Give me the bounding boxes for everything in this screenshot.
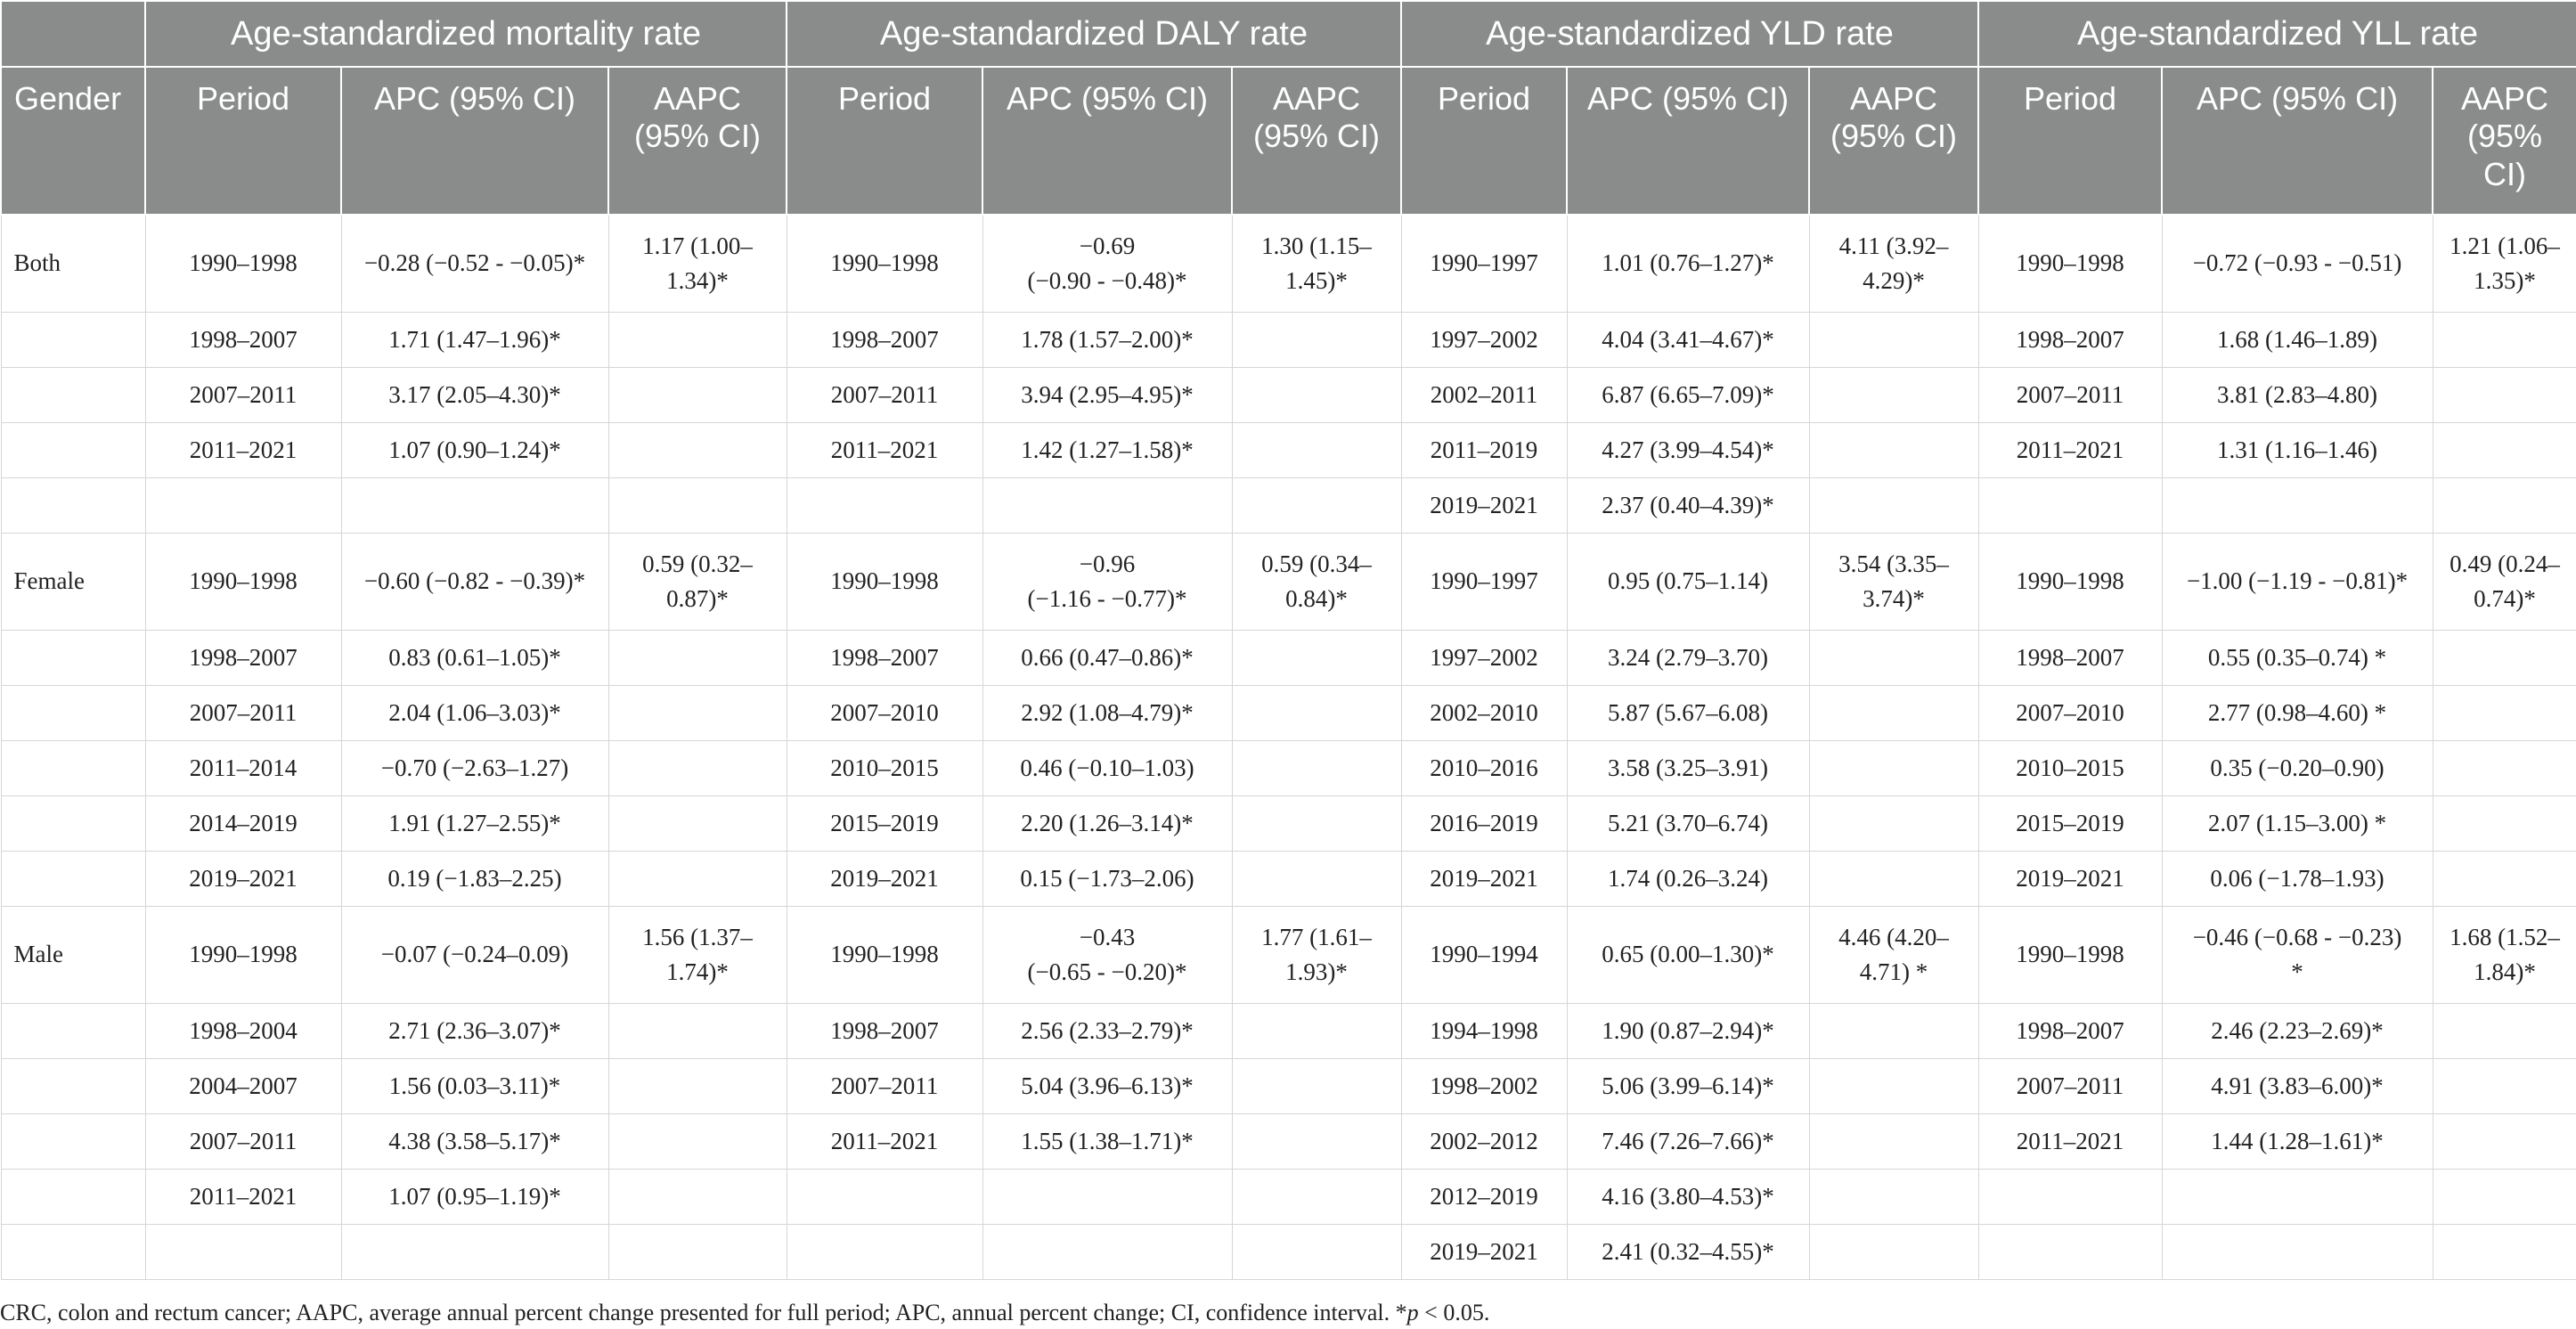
period-cell — [1978, 478, 2162, 534]
apc-cell: 2.77 (0.98–4.60) * — [2162, 686, 2433, 741]
apc-cell: 1.01 (0.76–1.27)* — [1567, 215, 1809, 313]
period-cell: 2011–2021 — [1978, 1114, 2162, 1170]
aapc-cell — [608, 741, 787, 796]
gender-cell — [1, 368, 145, 423]
period-cell: 2010–2015 — [787, 741, 982, 796]
period-cell: 2019–2021 — [1401, 852, 1567, 907]
aapc-cell — [1232, 686, 1401, 741]
apc-cell — [2162, 478, 2433, 534]
period-cell: 1990–1998 — [145, 215, 341, 313]
table-row — [1, 215, 2576, 313]
table-row — [1, 1114, 2576, 1170]
aapc-cell — [1809, 368, 1978, 423]
apc-cell: −0.72 (−0.93 - −0.51) — [2162, 215, 2433, 313]
period-cell: 2019–2021 — [1978, 852, 2162, 907]
aapc-cell: 0.59 (0.34– 0.84)* — [1232, 534, 1401, 631]
apc-cell: 4.27 (3.99–4.54)* — [1567, 423, 1809, 478]
apc-cell: 1.71 (1.47–1.96)* — [341, 313, 608, 368]
aapc-cell — [608, 313, 787, 368]
apc-cell: 2.37 (0.40–4.39)* — [1567, 478, 1809, 534]
aapc-cell — [1232, 313, 1401, 368]
period-cell: 2011–2021 — [145, 423, 341, 478]
aapc-cell: 1.17 (1.00– 1.34)* — [608, 215, 787, 313]
apc-cell: −0.07 (−0.24–0.09) — [341, 907, 608, 1004]
aapc-cell — [608, 1170, 787, 1225]
aapc-cell — [1809, 741, 1978, 796]
aapc-cell — [2433, 423, 2576, 478]
column-header-aapc — [1809, 67, 1978, 215]
aapc-cell — [608, 368, 787, 423]
aapc-cell — [1232, 423, 1401, 478]
gender-cell — [1, 1114, 145, 1170]
aapc-cell — [1809, 1225, 1978, 1280]
column-header-period: Period — [1978, 67, 2162, 215]
apc-cell: 3.81 (2.83–4.80) — [2162, 368, 2433, 423]
aapc-cell — [608, 686, 787, 741]
period-cell: 1998–2007 — [787, 313, 982, 368]
column-header-apc: APC (95% CI) — [341, 67, 608, 215]
aapc-ci-label: (95% CI) — [1253, 118, 1381, 155]
table-row — [1, 534, 2576, 631]
period-cell: 1990–1997 — [1401, 215, 1567, 313]
aapc-cell — [608, 796, 787, 852]
apc-cell — [982, 1225, 1232, 1280]
apc-cell: −1.00 (−1.19 - −0.81)* — [2162, 534, 2433, 631]
apc-cell: 1.90 (0.87–2.94)* — [1567, 1004, 1809, 1059]
period-cell: 1998–2007 — [1978, 631, 2162, 686]
aapc-cell — [2433, 1004, 2576, 1059]
aapc-cell: 0.59 (0.32– 0.87)* — [608, 534, 787, 631]
apc-cell — [341, 1225, 608, 1280]
aapc-cell — [1232, 631, 1401, 686]
period-cell: 1998–2007 — [1978, 1004, 2162, 1059]
aapc-cell: 1.30 (1.15– 1.45)* — [1232, 215, 1401, 313]
aapc-cell — [2433, 1225, 2576, 1280]
aapc-cell — [2433, 478, 2576, 534]
period-cell: 2015–2019 — [1978, 796, 2162, 852]
aapc-cell: 0.49 (0.24– 0.74)* — [2433, 534, 2576, 631]
period-cell: 1990–1998 — [145, 907, 341, 1004]
apc-cell: −0.43 (−0.65 - −0.20)* — [982, 907, 1232, 1004]
column-header-aapc — [1232, 67, 1401, 215]
period-cell: 2019–2021 — [787, 852, 982, 907]
aapc-cell — [1232, 478, 1401, 534]
period-cell: 2019–2021 — [145, 852, 341, 907]
apc-cell: 0.66 (0.47–0.86)* — [982, 631, 1232, 686]
aapc-cell: 4.11 (3.92– 4.29)* — [1809, 215, 1978, 313]
period-cell: 1998–2007 — [145, 631, 341, 686]
apc-cell: 0.55 (0.35–0.74) * — [2162, 631, 2433, 686]
apc-cell: 2.04 (1.06–3.03)* — [341, 686, 608, 741]
period-cell: 1990–1998 — [787, 215, 982, 313]
apc-cell: 5.06 (3.99–6.14)* — [1567, 1059, 1809, 1114]
apc-cell — [982, 1170, 1232, 1225]
apc-cell: 3.58 (3.25–3.91) — [1567, 741, 1809, 796]
aapc-cell — [2433, 796, 2576, 852]
aapc-ci-label: CI) — [2483, 155, 2527, 192]
aapc-cell: 1.56 (1.37– 1.74)* — [608, 907, 787, 1004]
apc-cell — [2162, 1170, 2433, 1225]
gender-cell — [1, 686, 145, 741]
period-cell — [787, 1225, 982, 1280]
apc-cell: 2.07 (1.15–3.00) * — [2162, 796, 2433, 852]
apc-cell: −0.96 (−1.16 - −0.77)* — [982, 534, 1232, 631]
gender-cell — [1, 313, 145, 368]
period-cell — [1978, 1170, 2162, 1225]
aapc-cell — [1232, 741, 1401, 796]
column-header-aapc — [2433, 67, 2576, 215]
apc-cell: 5.21 (3.70–6.74) — [1567, 796, 1809, 852]
period-cell: 1998–2007 — [1978, 313, 2162, 368]
group-header-yld: Age-standardized YLD rate — [1401, 1, 1978, 67]
footnote — [0, 1280, 2576, 1326]
apc-cell: 0.15 (−1.73–2.06) — [982, 852, 1232, 907]
period-cell: 1997–2002 — [1401, 313, 1567, 368]
aapc-cell — [608, 1059, 787, 1114]
aapc-cell — [2433, 1170, 2576, 1225]
period-cell: 2007–2010 — [787, 686, 982, 741]
apc-cell: 0.65 (0.00–1.30)* — [1567, 907, 1809, 1004]
period-cell: 2004–2007 — [145, 1059, 341, 1114]
aapc-cell — [608, 1225, 787, 1280]
aapc-cell — [1809, 423, 1978, 478]
aapc-ci-label: (95% CI) — [633, 118, 762, 155]
aapc-cell — [1809, 1170, 1978, 1225]
period-cell: 1998–2007 — [787, 631, 982, 686]
column-header-period: Period — [787, 67, 982, 215]
aapc-cell — [1232, 1114, 1401, 1170]
period-cell: 1990–1994 — [1401, 907, 1567, 1004]
apc-cell: 3.24 (2.79–3.70) — [1567, 631, 1809, 686]
aapc-cell — [2433, 631, 2576, 686]
apc-cell: 1.44 (1.28–1.61)* — [2162, 1114, 2433, 1170]
period-cell: 1998–2007 — [787, 1004, 982, 1059]
table-row — [1, 852, 2576, 907]
column-header-apc: APC (95% CI) — [1567, 67, 1809, 215]
table-row — [1, 1059, 2576, 1114]
table-row — [1, 631, 2576, 686]
apc-cell: 1.31 (1.16–1.46) — [2162, 423, 2433, 478]
aapc-label: AAPC — [653, 80, 742, 117]
apc-cell: 2.71 (2.36–3.07)* — [341, 1004, 608, 1059]
period-cell: 2010–2015 — [1978, 741, 2162, 796]
table-body — [1, 215, 2576, 1280]
gender-cell: Female — [1, 534, 145, 631]
table-row — [1, 368, 2576, 423]
aapc-cell — [1809, 1059, 1978, 1114]
apc-cell — [341, 478, 608, 534]
apc-cell: 4.04 (3.41–4.67)* — [1567, 313, 1809, 368]
aapc-label: AAPC — [1850, 80, 1938, 117]
table-row — [1, 686, 2576, 741]
apc-cell: 2.46 (2.23–2.69)* — [2162, 1004, 2433, 1059]
apc-cell: 2.92 (1.08–4.79)* — [982, 686, 1232, 741]
aapc-cell — [608, 631, 787, 686]
period-cell — [787, 1170, 982, 1225]
apc-cell: 4.38 (3.58–5.17)* — [341, 1114, 608, 1170]
table-row — [1, 907, 2576, 1004]
aapc-cell — [1809, 796, 1978, 852]
period-cell: 1998–2007 — [145, 313, 341, 368]
period-cell — [1978, 1225, 2162, 1280]
period-cell: 2007–2011 — [1978, 368, 2162, 423]
period-cell: 2011–2019 — [1401, 423, 1567, 478]
aapc-cell — [1809, 631, 1978, 686]
column-header-apc: APC (95% CI) — [2162, 67, 2433, 215]
aapc-cell — [1809, 686, 1978, 741]
gender-cell — [1, 852, 145, 907]
apc-cell: −0.46 (−0.68 - −0.23) * — [2162, 907, 2433, 1004]
period-cell: 2002–2011 — [1401, 368, 1567, 423]
period-cell: 2014–2019 — [145, 796, 341, 852]
apc-cell: 0.35 (−0.20–0.90) — [2162, 741, 2433, 796]
aapc-cell — [1232, 796, 1401, 852]
period-cell: 2007–2011 — [145, 368, 341, 423]
table-row — [1, 313, 2576, 368]
aapc-cell — [2433, 313, 2576, 368]
period-cell: 2011–2021 — [145, 1170, 341, 1225]
period-cell: 2002–2012 — [1401, 1114, 1567, 1170]
period-cell: 1990–1997 — [1401, 534, 1567, 631]
aapc-cell — [2433, 368, 2576, 423]
gender-cell — [1, 631, 145, 686]
period-cell: 2019–2021 — [1401, 478, 1567, 534]
apc-cell: 0.19 (−1.83–2.25) — [341, 852, 608, 907]
period-cell: 1990–1998 — [787, 534, 982, 631]
gender-cell — [1, 423, 145, 478]
gender-cell — [1, 741, 145, 796]
header-blank — [1, 1, 145, 67]
aapc-label: AAPC — [1273, 80, 1361, 117]
apc-cell: 3.94 (2.95–4.95)* — [982, 368, 1232, 423]
period-cell: 2012–2019 — [1401, 1170, 1567, 1225]
period-cell: 2007–2011 — [787, 1059, 982, 1114]
period-cell: 1998–2002 — [1401, 1059, 1567, 1114]
aapc-cell — [1232, 1059, 1401, 1114]
aapc-cell: 1.21 (1.06– 1.35)* — [2433, 215, 2576, 313]
period-cell: 2011–2021 — [787, 1114, 982, 1170]
apc-cell: −0.69 (−0.90 - −0.48)* — [982, 215, 1232, 313]
period-cell — [145, 478, 341, 534]
period-cell: 2007–2011 — [145, 1114, 341, 1170]
column-header-period: Period — [145, 67, 341, 215]
apc-cell: 1.91 (1.27–2.55)* — [341, 796, 608, 852]
table-row — [1, 796, 2576, 852]
apc-cell — [2162, 1225, 2433, 1280]
period-cell: 2011–2021 — [787, 423, 982, 478]
apc-cell: 1.78 (1.57–2.00)* — [982, 313, 1232, 368]
aapc-cell — [1232, 1225, 1401, 1280]
apc-cell: 2.56 (2.33–2.79)* — [982, 1004, 1232, 1059]
aapc-cell — [2433, 1059, 2576, 1114]
group-header-yll: Age-standardized YLL rate — [1978, 1, 2576, 67]
apc-cell: 0.95 (0.75–1.14) — [1567, 534, 1809, 631]
apc-cell: 5.87 (5.67–6.08) — [1567, 686, 1809, 741]
period-cell: 2007–2010 — [1978, 686, 2162, 741]
apc-cell: 1.07 (0.95–1.19)* — [341, 1170, 608, 1225]
period-cell: 2011–2014 — [145, 741, 341, 796]
table-row — [1, 423, 2576, 478]
apc-cell: 1.74 (0.26–3.24) — [1567, 852, 1809, 907]
aapc-cell — [608, 1114, 787, 1170]
footnote-text: CRC, colon and rectum cancer; AAPC, average annual percent change presented for full period; APC, annual percent change; CI, confidence interval. * — [0, 1300, 1407, 1325]
aapc-cell: 3.54 (3.35– 3.74)* — [1809, 534, 1978, 631]
period-cell: 2015–2019 — [787, 796, 982, 852]
period-cell: 1998–2004 — [145, 1004, 341, 1059]
gender-cell — [1, 1170, 145, 1225]
column-header-gender: Gender — [1, 67, 145, 215]
aapc-cell — [2433, 686, 2576, 741]
apc-cell: 1.07 (0.90–1.24)* — [341, 423, 608, 478]
period-cell: 2007–2011 — [1978, 1059, 2162, 1114]
aapc-ci-label: (95% — [2467, 118, 2543, 155]
column-header-apc: APC (95% CI) — [982, 67, 1232, 215]
period-cell: 1994–1998 — [1401, 1004, 1567, 1059]
aapc-cell — [1809, 1004, 1978, 1059]
apc-cell: −0.60 (−0.82 - −0.39)* — [341, 534, 608, 631]
apc-cell: 0.46 (−0.10–1.03) — [982, 741, 1232, 796]
gender-cell — [1, 1004, 145, 1059]
apc-cell: 2.20 (1.26–3.14)* — [982, 796, 1232, 852]
period-cell: 1990–1998 — [1978, 215, 2162, 313]
apc-cell: 1.55 (1.38–1.71)* — [982, 1114, 1232, 1170]
apc-cell: 4.91 (3.83–6.00)* — [2162, 1059, 2433, 1114]
group-header-mortality: Age-standardized mortality rate — [145, 1, 787, 67]
aapc-cell — [2433, 1114, 2576, 1170]
period-cell: 2002–2010 — [1401, 686, 1567, 741]
aapc-cell — [2433, 852, 2576, 907]
aapc-cell — [1232, 1170, 1401, 1225]
aapc-cell: 4.46 (4.20– 4.71) * — [1809, 907, 1978, 1004]
period-cell: 2011–2021 — [1978, 423, 2162, 478]
aapc-cell — [608, 478, 787, 534]
aapc-cell — [1809, 1114, 1978, 1170]
aapc-cell — [608, 852, 787, 907]
apc-cell: 4.16 (3.80–4.53)* — [1567, 1170, 1809, 1225]
gender-cell: Both — [1, 215, 145, 313]
period-cell: 1990–1998 — [145, 534, 341, 631]
gender-cell — [1, 1225, 145, 1280]
apc-cell: 5.04 (3.96–6.13)* — [982, 1059, 1232, 1114]
apc-cell: 2.41 (0.32–4.55)* — [1567, 1225, 1809, 1280]
aapc-cell — [1232, 1004, 1401, 1059]
apc-cell: 7.46 (7.26–7.66)* — [1567, 1114, 1809, 1170]
footnote-rest: < 0.05. — [1418, 1300, 1490, 1325]
period-cell: 2007–2011 — [787, 368, 982, 423]
aapc-cell — [1809, 852, 1978, 907]
gender-cell — [1, 1059, 145, 1114]
column-header-period: Period — [1401, 67, 1567, 215]
apc-cell: 1.68 (1.46–1.89) — [2162, 313, 2433, 368]
period-cell: 2016–2019 — [1401, 796, 1567, 852]
aapc-cell — [2433, 741, 2576, 796]
aapc-cell: 1.77 (1.61– 1.93)* — [1232, 907, 1401, 1004]
apc-cell: −0.28 (−0.52 - −0.05)* — [341, 215, 608, 313]
aapc-cell — [1232, 368, 1401, 423]
group-header-daly: Age-standardized DALY rate — [787, 1, 1401, 67]
apc-cell — [982, 478, 1232, 534]
table-row — [1, 741, 2576, 796]
aapc-cell — [1809, 313, 1978, 368]
gender-cell — [1, 796, 145, 852]
table-row — [1, 1170, 2576, 1225]
aapc-cell — [608, 423, 787, 478]
aapc-cell: 1.68 (1.52– 1.84)* — [2433, 907, 2576, 1004]
table-row — [1, 478, 2576, 534]
apc-cell: 1.56 (0.03–3.11)* — [341, 1059, 608, 1114]
period-cell: 1990–1998 — [1978, 907, 2162, 1004]
table-row — [1, 1225, 2576, 1280]
apc-cell: 1.42 (1.27–1.58)* — [982, 423, 1232, 478]
aapc-cell — [608, 1004, 787, 1059]
period-cell — [787, 478, 982, 534]
aapc-cell — [1232, 852, 1401, 907]
column-header-aapc — [608, 67, 787, 215]
apc-cell: 0.83 (0.61–1.05)* — [341, 631, 608, 686]
period-cell: 1990–1998 — [787, 907, 982, 1004]
apc-cell: 3.17 (2.05–4.30)* — [341, 368, 608, 423]
apc-cell: 0.06 (−1.78–1.93) — [2162, 852, 2433, 907]
aapc-ci-label: (95% CI) — [1830, 118, 1958, 155]
gender-cell — [1, 478, 145, 534]
period-cell: 1990–1998 — [1978, 534, 2162, 631]
aapc-cell — [1809, 478, 1978, 534]
apc-cell: 6.87 (6.65–7.09)* — [1567, 368, 1809, 423]
apc-cell: −0.70 (−2.63–1.27) — [341, 741, 608, 796]
gender-cell: Male — [1, 907, 145, 1004]
period-cell: 2010–2016 — [1401, 741, 1567, 796]
table-row — [1, 1004, 2576, 1059]
period-cell: 2007–2011 — [145, 686, 341, 741]
period-cell: 1997–2002 — [1401, 631, 1567, 686]
period-cell — [145, 1225, 341, 1280]
footnote-p: p — [1406, 1300, 1419, 1325]
aapc-label: AAPC — [2461, 80, 2549, 117]
period-cell: 2019–2021 — [1401, 1225, 1567, 1280]
